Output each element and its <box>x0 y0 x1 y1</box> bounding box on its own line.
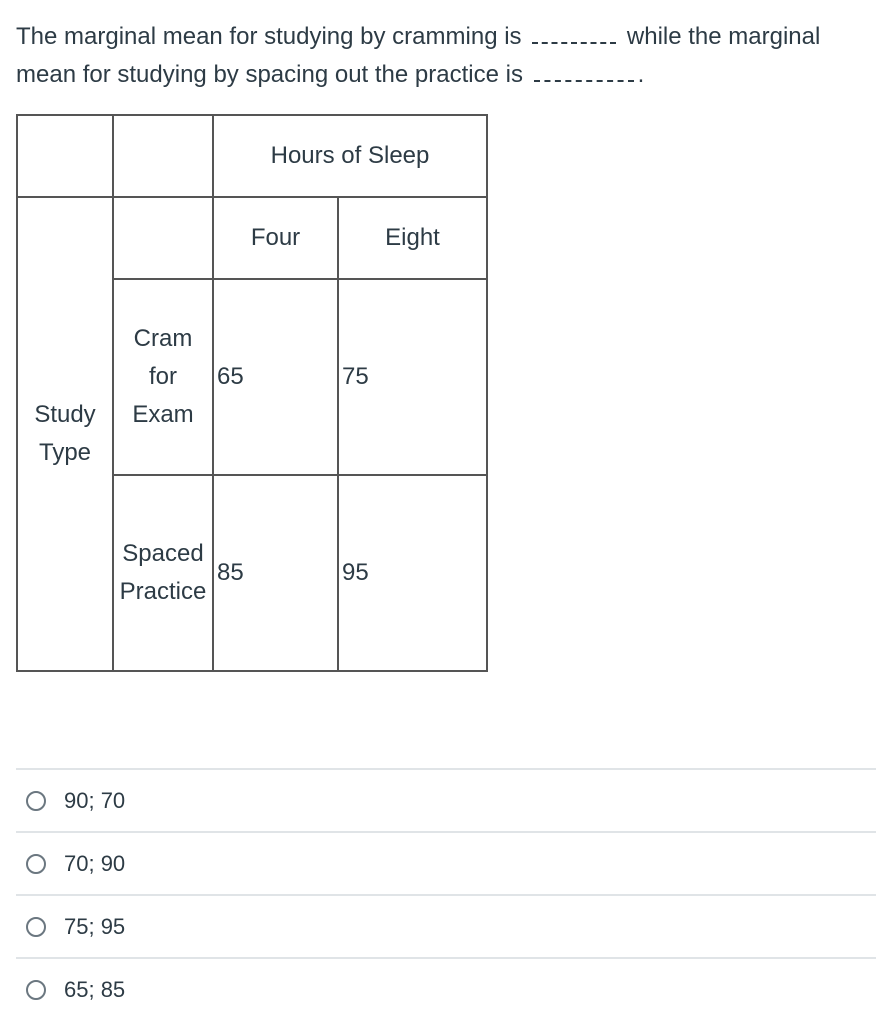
question-part-1: The marginal mean for studying by cramming is <box>16 23 522 50</box>
answer-blank-2 <box>534 58 634 82</box>
table-row-subheader <box>17 197 487 279</box>
cell-cram-four: 65 <box>213 279 338 475</box>
cram-for-exam-label <box>113 279 213 475</box>
study-type-label <box>17 197 113 671</box>
question-part-2: while the marginal mean for studying by spacing out the practice is <box>16 23 821 88</box>
hours-of-sleep-header: Hours of Sleep <box>213 115 487 197</box>
radio-button-icon[interactable] <box>26 980 46 1000</box>
question-end: . <box>637 61 645 88</box>
col-header-eight: Eight <box>338 197 487 279</box>
col-header-four: Four <box>213 197 338 279</box>
answer-option-1[interactable] <box>16 768 876 831</box>
cell-cram-eight: 75 <box>338 279 487 475</box>
answer-blank-1 <box>532 20 616 44</box>
radio-button-icon[interactable] <box>26 791 46 811</box>
spaced-line-2: Practice <box>119 578 207 605</box>
radio-button-icon[interactable] <box>26 854 46 874</box>
answer-label: 65; 85 <box>64 976 126 1002</box>
answer-option-4[interactable] <box>16 957 876 1020</box>
table-cell-empty <box>17 115 113 197</box>
question-text <box>16 18 876 94</box>
cram-line-2: for <box>148 363 177 390</box>
study-type-line-1: Study <box>34 401 96 428</box>
data-table <box>16 114 488 672</box>
table-row-header <box>17 115 487 197</box>
answer-option-3[interactable] <box>16 894 876 957</box>
cram-line-1: Cram <box>133 325 193 352</box>
cell-spaced-four: 85 <box>213 475 338 671</box>
radio-button-icon[interactable] <box>26 917 46 937</box>
study-type-line-2: Type <box>38 439 92 466</box>
answer-option-2[interactable] <box>16 831 876 894</box>
answer-options <box>16 768 876 1020</box>
answer-label: 70; 90 <box>64 850 126 876</box>
spaced-line-1: Spaced <box>122 540 204 567</box>
spaced-practice-label <box>113 475 213 671</box>
cram-line-3: Exam <box>132 401 194 428</box>
cell-spaced-eight: 95 <box>338 475 487 671</box>
answer-label: 90; 70 <box>64 787 126 813</box>
table-cell-empty <box>113 115 213 197</box>
table-cell-empty <box>113 197 213 279</box>
answer-label: 75; 95 <box>64 913 126 939</box>
